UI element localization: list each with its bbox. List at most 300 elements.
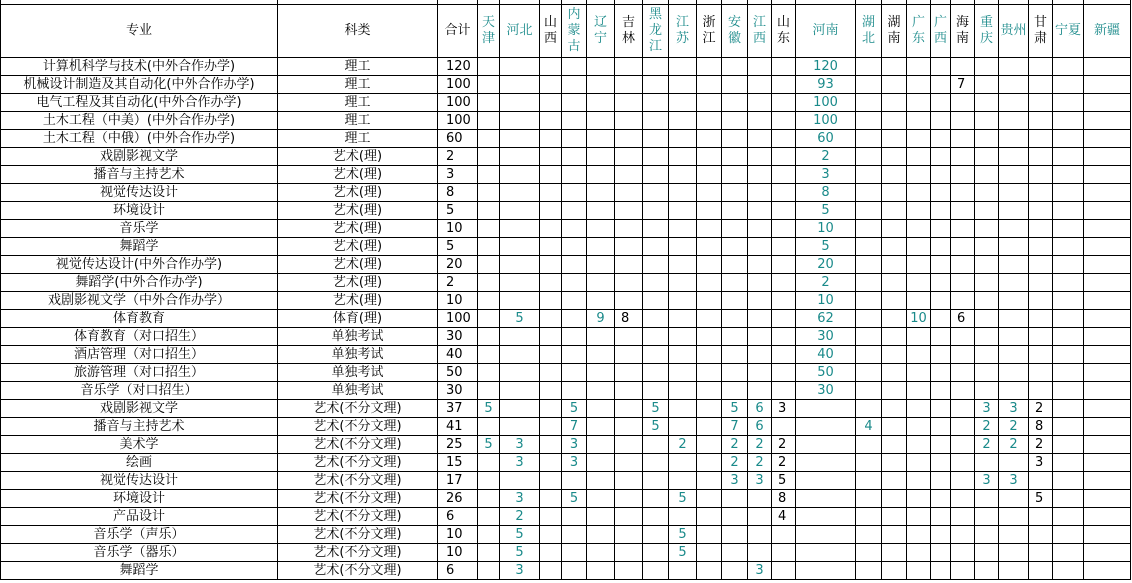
count-cell-hainan <box>951 544 975 562</box>
count-cell-jiangxi <box>748 184 772 202</box>
count-cell-neimenggu <box>562 508 587 526</box>
count-cell-tianjin <box>478 526 500 544</box>
count-cell-xinjiang <box>1084 328 1131 346</box>
major-cell: 环境设计 <box>1 490 278 508</box>
category-cell: 单独考试 <box>278 346 438 364</box>
count-cell-shandong <box>772 94 796 112</box>
count-cell-shandong <box>772 382 796 400</box>
table-row <box>1 490 1131 508</box>
count-cell-neimenggu <box>562 562 587 580</box>
header-province-jiangsu: 江苏 <box>669 5 697 58</box>
count-cell-shandong: 2 <box>772 454 796 472</box>
count-cell-zhejiang <box>697 364 722 382</box>
count-cell-henan: 3 <box>796 166 856 184</box>
count-cell-hainan <box>951 112 975 130</box>
count-cell-xinjiang <box>1084 526 1131 544</box>
count-cell-jiangsu <box>669 112 697 130</box>
count-cell-ningxia <box>1053 544 1084 562</box>
count-cell-gansu <box>1029 130 1053 148</box>
count-cell-henan: 10 <box>796 292 856 310</box>
count-cell-hainan <box>951 364 975 382</box>
count-cell-jiangsu <box>669 58 697 76</box>
total-cell: 50 <box>438 364 478 382</box>
count-cell-heilongjiang <box>643 292 669 310</box>
count-cell-heilongjiang <box>643 166 669 184</box>
count-cell-shandong <box>772 346 796 364</box>
count-cell-shandong <box>772 202 796 220</box>
count-cell-ningxia <box>1053 166 1084 184</box>
count-cell-guangdong: 10 <box>907 310 931 328</box>
count-cell-chongqing: 2 <box>975 418 999 436</box>
count-cell-ningxia <box>1053 436 1084 454</box>
count-cell-guizhou: 2 <box>999 418 1029 436</box>
count-cell-jilin <box>615 454 643 472</box>
count-cell-heilongjiang <box>643 364 669 382</box>
count-cell-jiangxi: 6 <box>748 400 772 418</box>
count-cell-guangxi <box>931 112 951 130</box>
count-cell-shandong: 5 <box>772 472 796 490</box>
count-cell-neimenggu <box>562 148 587 166</box>
header-province-guizhou: 贵州 <box>999 5 1029 58</box>
count-cell-guangdong <box>907 94 931 112</box>
header-province-hunan: 湖南 <box>882 5 907 58</box>
count-cell-shanxi <box>540 364 562 382</box>
count-cell-xinjiang <box>1084 292 1131 310</box>
count-cell-chongqing <box>975 310 999 328</box>
count-cell-hainan <box>951 238 975 256</box>
count-cell-hebei <box>500 202 540 220</box>
count-cell-gansu <box>1029 508 1053 526</box>
count-cell-hunan <box>882 148 907 166</box>
count-cell-hebei: 5 <box>500 526 540 544</box>
count-cell-anhui: 5 <box>722 400 748 418</box>
count-cell-hubei <box>856 562 882 580</box>
count-cell-guangdong <box>907 364 931 382</box>
count-cell-ningxia <box>1053 472 1084 490</box>
table-row <box>1 436 1131 454</box>
count-cell-anhui <box>722 58 748 76</box>
count-cell-guangxi <box>931 94 951 112</box>
count-cell-neimenggu: 3 <box>562 436 587 454</box>
count-cell-liaoning: 9 <box>587 310 615 328</box>
count-cell-guizhou <box>999 328 1029 346</box>
count-cell-heilongjiang <box>643 562 669 580</box>
count-cell-hebei <box>500 76 540 94</box>
count-cell-henan <box>796 400 856 418</box>
count-cell-jiangsu <box>669 418 697 436</box>
major-cell: 机械设计制造及其自动化(中外合作办学) <box>1 76 278 94</box>
count-cell-hunan <box>882 112 907 130</box>
count-cell-gansu <box>1029 76 1053 94</box>
count-cell-anhui <box>722 364 748 382</box>
count-cell-jiangsu <box>669 454 697 472</box>
count-cell-guangdong <box>907 328 931 346</box>
count-cell-ningxia <box>1053 454 1084 472</box>
category-cell: 理工 <box>278 94 438 112</box>
count-cell-hebei <box>500 472 540 490</box>
count-cell-hubei: 4 <box>856 418 882 436</box>
count-cell-tianjin <box>478 76 500 94</box>
count-cell-anhui <box>722 238 748 256</box>
count-cell-guizhou <box>999 148 1029 166</box>
count-cell-xinjiang <box>1084 436 1131 454</box>
count-cell-neimenggu: 5 <box>562 400 587 418</box>
table-row <box>1 382 1131 400</box>
count-cell-zhejiang <box>697 238 722 256</box>
table-row <box>1 58 1131 76</box>
category-cell: 艺术(不分文理) <box>278 508 438 526</box>
count-cell-shandong <box>772 220 796 238</box>
count-cell-jiangxi: 2 <box>748 454 772 472</box>
count-cell-anhui <box>722 202 748 220</box>
count-cell-jilin <box>615 256 643 274</box>
major-cell: 音乐学（声乐） <box>1 526 278 544</box>
count-cell-shandong <box>772 310 796 328</box>
count-cell-hunan <box>882 238 907 256</box>
count-cell-heilongjiang <box>643 472 669 490</box>
count-cell-gansu <box>1029 184 1053 202</box>
table-row <box>1 184 1131 202</box>
count-cell-henan <box>796 472 856 490</box>
count-cell-henan: 100 <box>796 112 856 130</box>
count-cell-neimenggu <box>562 238 587 256</box>
count-cell-hunan <box>882 58 907 76</box>
table-row <box>1 76 1131 94</box>
count-cell-heilongjiang <box>643 436 669 454</box>
total-cell: 100 <box>438 94 478 112</box>
count-cell-gansu <box>1029 382 1053 400</box>
count-cell-hubei <box>856 274 882 292</box>
count-cell-hunan <box>882 454 907 472</box>
count-cell-chongqing <box>975 274 999 292</box>
table-row <box>1 202 1131 220</box>
count-cell-jiangsu <box>669 472 697 490</box>
header-province-hubei: 湖北 <box>856 5 882 58</box>
major-cell: 戏剧影视文学（中外合作办学） <box>1 292 278 310</box>
major-cell: 戏剧影视文学 <box>1 148 278 166</box>
count-cell-hubei <box>856 238 882 256</box>
header-province-neimenggu: 内蒙古 <box>562 5 587 58</box>
category-cell: 体育(理) <box>278 310 438 328</box>
count-cell-hunan <box>882 130 907 148</box>
count-cell-jilin <box>615 436 643 454</box>
count-cell-anhui <box>722 292 748 310</box>
count-cell-liaoning <box>587 346 615 364</box>
count-cell-zhejiang <box>697 274 722 292</box>
count-cell-hebei: 2 <box>500 508 540 526</box>
count-cell-liaoning <box>587 562 615 580</box>
category-cell: 艺术(理) <box>278 220 438 238</box>
count-cell-hubei <box>856 184 882 202</box>
count-cell-hainan <box>951 490 975 508</box>
count-cell-gansu <box>1029 544 1053 562</box>
count-cell-xinjiang <box>1084 184 1131 202</box>
count-cell-jilin <box>615 148 643 166</box>
count-cell-hebei <box>500 364 540 382</box>
count-cell-neimenggu <box>562 274 587 292</box>
header-category: 科类 <box>278 5 438 58</box>
count-cell-guangdong <box>907 454 931 472</box>
count-cell-heilongjiang <box>643 346 669 364</box>
count-cell-hunan <box>882 400 907 418</box>
count-cell-xinjiang <box>1084 256 1131 274</box>
total-cell: 100 <box>438 76 478 94</box>
count-cell-jiangsu <box>669 220 697 238</box>
count-cell-henan <box>796 526 856 544</box>
count-cell-guangdong <box>907 220 931 238</box>
table-row <box>1 562 1131 580</box>
major-cell: 环境设计 <box>1 202 278 220</box>
count-cell-guangxi <box>931 526 951 544</box>
count-cell-gansu: 5 <box>1029 490 1053 508</box>
count-cell-hainan <box>951 418 975 436</box>
count-cell-shandong <box>772 166 796 184</box>
major-cell: 土木工程（中俄）(中外合作办学) <box>1 130 278 148</box>
category-cell: 艺术(不分文理) <box>278 454 438 472</box>
count-cell-hunan <box>882 220 907 238</box>
total-cell: 5 <box>438 238 478 256</box>
category-cell: 理工 <box>278 58 438 76</box>
count-cell-guizhou <box>999 184 1029 202</box>
count-cell-hunan <box>882 310 907 328</box>
category-cell: 艺术(理) <box>278 238 438 256</box>
count-cell-ningxia <box>1053 346 1084 364</box>
count-cell-jiangxi <box>748 544 772 562</box>
count-cell-gansu <box>1029 562 1053 580</box>
count-cell-neimenggu: 5 <box>562 490 587 508</box>
count-cell-chongqing <box>975 148 999 166</box>
total-cell: 10 <box>438 220 478 238</box>
count-cell-hainan <box>951 526 975 544</box>
header-province-tianjin: 天津 <box>478 5 500 58</box>
header-province-jilin: 吉林 <box>615 5 643 58</box>
count-cell-hubei <box>856 382 882 400</box>
count-cell-anhui <box>722 166 748 184</box>
count-cell-shanxi <box>540 472 562 490</box>
count-cell-neimenggu <box>562 346 587 364</box>
header-province-henan: 河南 <box>796 5 856 58</box>
count-cell-jiangxi <box>748 220 772 238</box>
count-cell-chongqing: 2 <box>975 436 999 454</box>
count-cell-guizhou <box>999 310 1029 328</box>
count-cell-liaoning <box>587 58 615 76</box>
count-cell-hunan <box>882 274 907 292</box>
count-cell-shandong <box>772 112 796 130</box>
category-cell: 单独考试 <box>278 364 438 382</box>
count-cell-tianjin <box>478 184 500 202</box>
count-cell-shanxi <box>540 382 562 400</box>
count-cell-guangdong <box>907 76 931 94</box>
count-cell-hubei <box>856 364 882 382</box>
total-cell: 60 <box>438 130 478 148</box>
count-cell-anhui <box>722 76 748 94</box>
count-cell-neimenggu <box>562 76 587 94</box>
count-cell-liaoning <box>587 292 615 310</box>
count-cell-shandong <box>772 130 796 148</box>
count-cell-zhejiang <box>697 454 722 472</box>
category-cell: 艺术(理) <box>278 256 438 274</box>
count-cell-chongqing: 3 <box>975 472 999 490</box>
count-cell-jilin <box>615 184 643 202</box>
count-cell-heilongjiang <box>643 382 669 400</box>
count-cell-zhejiang <box>697 418 722 436</box>
count-cell-hubei <box>856 400 882 418</box>
count-cell-liaoning <box>587 76 615 94</box>
table-row <box>1 166 1131 184</box>
count-cell-hunan <box>882 472 907 490</box>
major-cell: 电气工程及其自动化(中外合作办学) <box>1 94 278 112</box>
category-cell: 艺术(不分文理) <box>278 562 438 580</box>
count-cell-tianjin <box>478 346 500 364</box>
count-cell-hebei <box>500 148 540 166</box>
count-cell-hainan <box>951 94 975 112</box>
count-cell-hunan <box>882 436 907 454</box>
count-cell-anhui <box>722 310 748 328</box>
count-cell-henan: 100 <box>796 94 856 112</box>
count-cell-guizhou <box>999 166 1029 184</box>
count-cell-gansu: 2 <box>1029 436 1053 454</box>
count-cell-xinjiang <box>1084 220 1131 238</box>
count-cell-ningxia <box>1053 508 1084 526</box>
count-cell-shandong <box>772 58 796 76</box>
count-cell-hebei: 3 <box>500 490 540 508</box>
count-cell-tianjin <box>478 166 500 184</box>
count-cell-tianjin <box>478 292 500 310</box>
total-cell: 40 <box>438 346 478 364</box>
count-cell-hebei <box>500 166 540 184</box>
count-cell-gansu <box>1029 202 1053 220</box>
count-cell-hainan <box>951 184 975 202</box>
major-cell: 视觉传达设计(中外合作办学) <box>1 256 278 274</box>
count-cell-henan <box>796 508 856 526</box>
table-row <box>1 238 1131 256</box>
count-cell-chongqing <box>975 346 999 364</box>
count-cell-jiangxi <box>748 202 772 220</box>
total-cell: 120 <box>438 58 478 76</box>
total-cell: 41 <box>438 418 478 436</box>
count-cell-xinjiang <box>1084 508 1131 526</box>
total-cell: 10 <box>438 292 478 310</box>
count-cell-neimenggu <box>562 310 587 328</box>
header-total: 合计 <box>438 5 478 58</box>
count-cell-jilin <box>615 400 643 418</box>
count-cell-shanxi <box>540 202 562 220</box>
count-cell-chongqing <box>975 544 999 562</box>
count-cell-guangdong <box>907 238 931 256</box>
count-cell-neimenggu <box>562 292 587 310</box>
count-cell-tianjin: 5 <box>478 400 500 418</box>
count-cell-xinjiang <box>1084 562 1131 580</box>
count-cell-heilongjiang <box>643 526 669 544</box>
count-cell-gansu <box>1029 310 1053 328</box>
header-major: 专业 <box>1 5 278 58</box>
count-cell-jiangxi <box>748 508 772 526</box>
header-province-xinjiang: 新疆 <box>1084 5 1131 58</box>
count-cell-hebei <box>500 418 540 436</box>
category-cell: 艺术(不分文理) <box>278 400 438 418</box>
count-cell-gansu <box>1029 220 1053 238</box>
count-cell-liaoning <box>587 382 615 400</box>
count-cell-chongqing <box>975 490 999 508</box>
count-cell-shanxi <box>540 94 562 112</box>
count-cell-shandong <box>772 526 796 544</box>
total-cell: 25 <box>438 436 478 454</box>
count-cell-guangxi <box>931 256 951 274</box>
count-cell-ningxia <box>1053 238 1084 256</box>
count-cell-xinjiang <box>1084 400 1131 418</box>
count-cell-jilin <box>615 526 643 544</box>
count-cell-hubei <box>856 220 882 238</box>
count-cell-hubei <box>856 310 882 328</box>
count-cell-tianjin <box>478 472 500 490</box>
count-cell-anhui: 2 <box>722 454 748 472</box>
count-cell-jiangsu <box>669 364 697 382</box>
count-cell-anhui <box>722 526 748 544</box>
count-cell-chongqing <box>975 454 999 472</box>
count-cell-jilin <box>615 328 643 346</box>
count-cell-hainan <box>951 256 975 274</box>
total-cell: 15 <box>438 454 478 472</box>
count-cell-neimenggu: 3 <box>562 454 587 472</box>
count-cell-guangdong <box>907 526 931 544</box>
count-cell-jilin <box>615 220 643 238</box>
count-cell-heilongjiang <box>643 148 669 166</box>
count-cell-chongqing <box>975 76 999 94</box>
count-cell-tianjin <box>478 238 500 256</box>
count-cell-neimenggu <box>562 202 587 220</box>
count-cell-henan: 30 <box>796 328 856 346</box>
count-cell-zhejiang <box>697 220 722 238</box>
count-cell-hunan <box>882 418 907 436</box>
count-cell-hainan <box>951 202 975 220</box>
count-cell-hunan <box>882 508 907 526</box>
count-cell-ningxia <box>1053 112 1084 130</box>
count-cell-anhui <box>722 562 748 580</box>
count-cell-jilin <box>615 94 643 112</box>
count-cell-guizhou: 3 <box>999 400 1029 418</box>
count-cell-hubei <box>856 166 882 184</box>
count-cell-guangxi <box>931 418 951 436</box>
count-cell-hubei <box>856 256 882 274</box>
count-cell-chongqing <box>975 184 999 202</box>
count-cell-shanxi <box>540 220 562 238</box>
count-cell-chongqing <box>975 94 999 112</box>
count-cell-hunan <box>882 364 907 382</box>
count-cell-hainan <box>951 274 975 292</box>
major-cell: 体育教育（对口招生） <box>1 328 278 346</box>
count-cell-zhejiang <box>697 130 722 148</box>
count-cell-xinjiang <box>1084 202 1131 220</box>
category-cell: 艺术(不分文理) <box>278 490 438 508</box>
count-cell-liaoning <box>587 220 615 238</box>
count-cell-jiangsu <box>669 346 697 364</box>
count-cell-guangdong <box>907 562 931 580</box>
count-cell-liaoning <box>587 472 615 490</box>
count-cell-guangdong <box>907 400 931 418</box>
count-cell-hainan <box>951 436 975 454</box>
count-cell-gansu: 3 <box>1029 454 1053 472</box>
count-cell-jiangxi <box>748 130 772 148</box>
count-cell-guizhou <box>999 544 1029 562</box>
count-cell-ningxia <box>1053 400 1084 418</box>
table-row <box>1 148 1131 166</box>
count-cell-hunan <box>882 544 907 562</box>
count-cell-henan: 20 <box>796 256 856 274</box>
category-cell: 艺术(理) <box>278 166 438 184</box>
count-cell-hubei <box>856 58 882 76</box>
count-cell-hainan <box>951 508 975 526</box>
count-cell-chongqing <box>975 382 999 400</box>
